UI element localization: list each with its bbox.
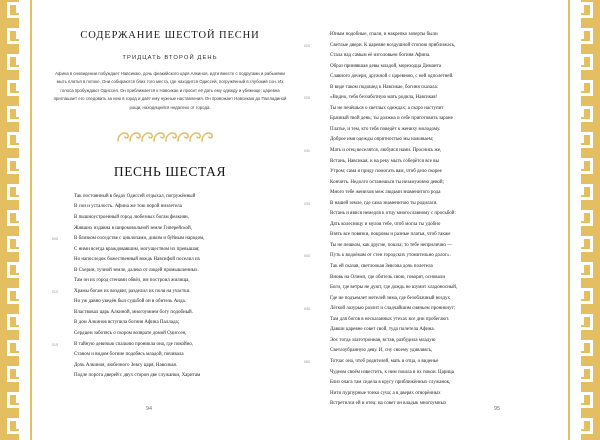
verse-line-text: В дом Алкинов вступила богиня Афина Паллада; [74, 320, 180, 326]
recto-page [300, 0, 558, 440]
verse-line-number: 020 [304, 43, 311, 48]
verse-line [52, 213, 288, 224]
verse-line [304, 230, 548, 241]
folio-number-recto: 95 [494, 406, 500, 412]
verse-line [304, 135, 548, 146]
verse-line [304, 72, 548, 83]
verse-line [52, 361, 288, 372]
verse-line-text: Много тебе женихов меж людьми знаменитого рода [330, 190, 441, 196]
verse-line-text: Встань и явися немедля к отцу многославному с просьбой: [330, 211, 456, 217]
verse-line-text: Так постоянный в бедах Одиссей отдыхал, погружённый [74, 193, 196, 199]
verse-line [304, 241, 548, 252]
verse-line-text: Путь к водоёмам от стен городских утомительно долог». [330, 253, 451, 259]
verse-line-number: 045 [304, 307, 311, 312]
verse-line [304, 51, 548, 62]
verse-line [52, 350, 288, 361]
verse-line [304, 389, 548, 400]
verse-line [52, 297, 288, 308]
verse-line [304, 157, 548, 168]
verse-line-number: 030 [304, 149, 311, 154]
verse-line [304, 273, 548, 284]
verse-line-text: Там для богов в несказанных утехах все дни пробегают. [330, 316, 450, 322]
verse-line [52, 340, 288, 351]
verse-line [304, 83, 548, 94]
verse-line [52, 224, 288, 235]
verse-line-text: В пышноустроенный город любезных богам феакиян, [74, 214, 189, 220]
verse-line [304, 251, 548, 262]
verse-line-text: Тотчас она, чтоб родителей, мать и отца, о виденье [330, 358, 439, 364]
verse-line-text: Кончить. Недолго останешься ты незамужнею девой; [330, 179, 444, 185]
verse-line-text: Юным подобные, спали, и накрепко заперты были [330, 32, 438, 37]
verse-line-text: В нашей земле, где сама знаменитою ты родилася. [330, 200, 438, 206]
verse-line-text: В тайную девичью спальню проникла она, где покойно, [74, 341, 194, 347]
verse-line [52, 329, 288, 340]
verse-line-text: Чудном своём известить, к ним пошла в их покои. Царица [330, 369, 454, 375]
verse-line-text: Взять все повязки, покровы и разные платья, чтоб также [330, 232, 451, 238]
verse-line-text: Храмы богам их воздвиг, разделил их поля на участки. [74, 288, 191, 294]
verse-line [52, 318, 288, 329]
verse-line-text: Нити пурпурные тонко суча; а в дверях отворённых [330, 390, 441, 396]
verse-line-text: Встретился ей и отец: на совет он владык многоумных [330, 401, 447, 407]
verse-line-text: Давши царевне совет свой, туда полетела Афина. [330, 327, 435, 333]
verse-line-text: В Схерии, тучной земле, далеко от людей промышленных. [74, 267, 199, 273]
verse-line-text: Там он их город стенами обвёл, им построил жилища, [74, 278, 190, 284]
verse-line-text: Мать и отец веселятся, любуяся нами. Проснись же, [330, 148, 442, 154]
verse-line-text: Так ей сказав, светлоокая Зевсова дочь полетела [330, 264, 433, 270]
verse-line-text: Брачный твой день; ты должна и себе приготовить заране [330, 116, 453, 122]
verse-line [304, 357, 548, 368]
verse-line [304, 93, 548, 104]
verse-line [304, 325, 548, 336]
verse-line [304, 178, 548, 189]
verse-line-number: 025 [304, 96, 311, 101]
verse-line [304, 378, 548, 389]
verse-line-text: В виде таком подошед к Навсикае, богиня сказала: [330, 84, 439, 90]
verse-line [304, 346, 548, 357]
day-heading: ТРИДЦАТЬ ВТОРОЙ ДЕНЬ [122, 55, 218, 61]
verse-line [304, 209, 548, 220]
wave-ornament-icon [116, 128, 224, 144]
verse-line [304, 114, 548, 125]
verse-line-number: 050 [304, 359, 311, 364]
verse-line [304, 41, 548, 52]
verse-line-text: Боги, где ветры не дуют, где дождь не шумит хладоносный, [330, 285, 458, 291]
verse-line [304, 146, 548, 157]
verse-line-text: Где не подъемлет метелей зима, где безоблачный воздух [330, 295, 450, 301]
verse-line-text: «Видно, тебя беззаботную мать родила, Навсикая! [330, 95, 438, 101]
verse-line [52, 234, 288, 245]
verse-line-number: 005 [52, 237, 59, 242]
verse-line [304, 30, 548, 41]
verse-line [304, 62, 548, 73]
verse-line-text: Светлоубранную деву. И, сну своему удивляясь, [330, 348, 433, 354]
verse-line [52, 266, 288, 277]
right-border-rule [568, 0, 570, 440]
canto-summary: Афина в сновидении побуждает Навсикаю, дочь феакийского царя Алкиноя, идти вместе с подругами и рабынями мыть платья в потоке. Они собираются близ того места, где находится Одиссей, погружённый в глубокий сон. Их голоса пробуждают Одиссея. Он приближается к Навсикае и просит её дать ему одежду и убежище; царевна приглашает его следовать за нею в город и даёт ему нужные наставления. Он провожает Навсикаю до Палладиной рощи, находящейся недалеко от города. [53, 71, 287, 110]
verse-line-text: Образ принявшая девы младой, мореходца Диманта [330, 63, 441, 69]
verse-line-text: Но напоследок божественный вождь Навсифой поселил их [74, 257, 201, 263]
verso-page-body [52, 30, 288, 382]
verse-line-number: 035 [304, 201, 311, 206]
verse-line [52, 202, 288, 213]
verse-line-number: 010 [52, 289, 59, 294]
right-greek-key-border-icon [574, 0, 600, 440]
verse-line-text: Доброе имя одежды опрятностью мы наживаем; [330, 137, 434, 143]
verse-line [304, 304, 548, 315]
verse-line [304, 399, 548, 410]
verse-line [52, 371, 288, 382]
verse-line-text: Светлые двери. К царевне воздушной стопою приближась, [330, 42, 456, 48]
verse-line-text: В близком соседстве с циклопами, диким и буйным народом, [74, 236, 205, 242]
verse-line-text: В сон и усталость. Афина же тою порой низлетела [74, 204, 182, 210]
verse-line-text: Подле порога дверей с двух сторон две служанки, Харитам [74, 373, 201, 379]
verse-line-text: Эос тогда златотронная, встав, разбудила младую [330, 337, 436, 343]
left-border-rule [30, 0, 32, 440]
verse-line-text: Встань, Навсикая, и на реку мыть соберётся все вы [330, 158, 439, 164]
verse-line-number: 040 [304, 254, 311, 259]
verse-line-number: 015 [52, 342, 59, 347]
verse-line-text: Сердцем заботясь о скором возврате домой Одиссея, [74, 330, 187, 336]
recto-page-body [304, 30, 548, 410]
verse-line [304, 315, 548, 326]
verse-line [304, 188, 548, 199]
verse-line [304, 294, 548, 305]
verse-line [52, 192, 288, 203]
verse-line [52, 255, 288, 266]
verse-line [304, 199, 548, 210]
verse-line-text: Платье, и тем, кто тебя поведёт к жениху молодому. [330, 126, 441, 132]
verse-line-text: Но уж давно уведён был судьбой он в обитель Аида. [74, 299, 186, 305]
verso-verse-block [52, 192, 288, 382]
verse-line [304, 336, 548, 347]
verse-line [304, 104, 548, 115]
verse-line-text: Станом и видом богине подобясь младой, почивала [74, 352, 184, 358]
verse-line-text: Дочь Алкиноя, любезного Зевсу царя, Навсикая. [74, 362, 178, 368]
verse-line-text: Властвовал царь Алкиной, многоумием богу подобный. [74, 309, 193, 315]
verse-line-text: Славного дочери, дружной с царевною, с ней одполетней. [330, 74, 454, 80]
left-greek-key-border-icon [0, 0, 26, 440]
verse-line-text: Ты не пешком, как другие, пошла; то тебе неприлично — [330, 242, 453, 248]
verse-line [304, 125, 548, 136]
verse-line [304, 368, 548, 379]
verso-page [36, 0, 294, 440]
verse-line-text: Близ очага там сидела в кругу приближённых служанок, [330, 380, 451, 386]
verse-line [52, 245, 288, 256]
canto-title: ПЕСНЬ ШЕСТАЯ [113, 163, 227, 179]
section-heading: СОДЕРЖАНИЕ ШЕСТОЙ ПЕСНИ [80, 30, 260, 41]
verse-line [304, 262, 548, 273]
verse-line [52, 276, 288, 287]
verse-line-text: С ними всегда враждовавшим, могуществом их превышая; [74, 246, 200, 252]
verse-line [52, 308, 288, 319]
verse-line-text: Дать колесницу и мулов тебе, чтоб могла ты удобно [330, 221, 441, 227]
verse-line [52, 287, 288, 298]
verse-line-text: Стала над самым её изголовьем богиня Афина. [330, 53, 431, 59]
verse-line-text: Вновь на Олимп, где обитель свою, говорят, основали [330, 274, 446, 280]
verse-line-text: Утром; сама я приду помогать вам, чтоб дело скорее [330, 169, 442, 175]
verse-line [304, 167, 548, 178]
folio-number-verso: 94 [146, 406, 152, 412]
verse-line [304, 220, 548, 231]
recto-verse-block [304, 30, 548, 410]
verse-line-text: Лёгкой лазурью разлит и сладчайшим сияньем проникнут; [330, 306, 456, 312]
verse-line-text: Живших издавна в широковольной земле Гиперейской, [74, 225, 192, 231]
verse-line [304, 283, 548, 294]
verse-line-text: Ты не печёшься о светлых одеждах; а скоро наступит [330, 105, 444, 111]
